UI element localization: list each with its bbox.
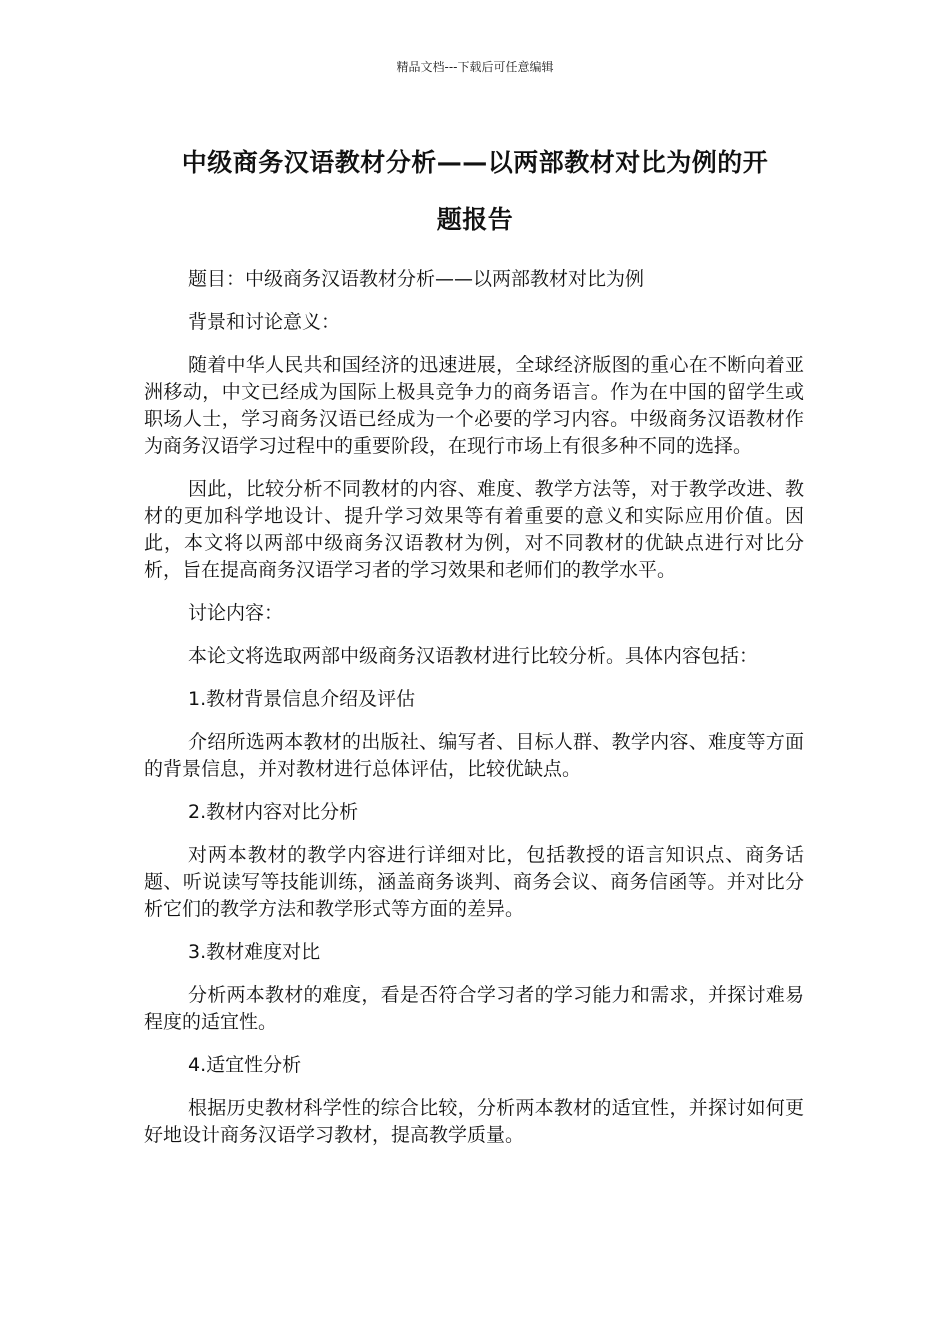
item-heading-2: 2.教材内容对比分析 [188, 801, 359, 823]
item-text-3: 分析两本教材的难度，看是否符合学习者的学习能力和需求，并探讨难易程度的适宜性。 [144, 984, 804, 1033]
item-heading-4: 4.适宜性分析 [188, 1054, 302, 1076]
section-heading-content: 讨论内容： [188, 602, 284, 624]
paragraph-content-intro: 本论文将选取两部中级商务汉语教材进行比较分析。具体内容包括： [188, 645, 759, 667]
title-line-2: 题报告 [436, 205, 514, 234]
paragraph-background-1: 随着中华人民共和国经济的迅速进展，全球经济版图的重心在不断向着亚洲移动，中文已经成为国际上极具竞争力的商务语言。作为在中国的留学生或职场人士，学习商务汉语已经成为一个必要的学习内容。中级商务汉语教材作为商务汉语学习过程中的重要阶段，在现行市场上有很多种不同的选择。 [144, 354, 804, 457]
title-line-1: 中级商务汉语教材分析——以两部教材对比为例的开 [181, 148, 769, 177]
item-text-2: 对两本教材的教学内容进行详细对比，包括教授的语言知识点、商务话题、听说读写等技能训练，涵盖商务谈判、商务会议、商务信函等。并对比分析它们的教学方法和教学形式等方面的差异。 [144, 844, 804, 920]
item-text-4: 根据历史教材科学性的综合比较，分析两本教材的适宜性，并探讨如何更好地设计商务汉语学习教材，提高教学质量。 [144, 1097, 804, 1146]
paragraph-background-2: 因此，比较分析不同教材的内容、难度、教学方法等，对于教学改进、教材的更加科学地设计、提升学习效果等有着重要的意义和实际应用价值。因此，本文将以两部中级商务汉语教材为例，对不同教材的优缺点进行对比分析，旨在提高商务汉语学习者的学习效果和老师们的教学水平。 [144, 478, 804, 581]
topic-line: 题目：中级商务汉语教材分析——以两部教材对比为例 [188, 268, 645, 290]
item-heading-1: 1.教材背景信息介绍及评估 [188, 688, 416, 710]
item-heading-3: 3.教材难度对比 [188, 941, 321, 963]
section-heading-background: 背景和讨论意义： [188, 311, 341, 333]
page-header: 精品文档---下载后可任意编辑 [396, 60, 554, 74]
document-body [144, 266, 804, 1165]
document-title [140, 134, 810, 248]
item-text-1: 介绍所选两本教材的出版社、编写者、目标人群、教学内容、难度等方面的背景信息，并对教材进行总体评估，比较优缺点。 [144, 731, 804, 780]
